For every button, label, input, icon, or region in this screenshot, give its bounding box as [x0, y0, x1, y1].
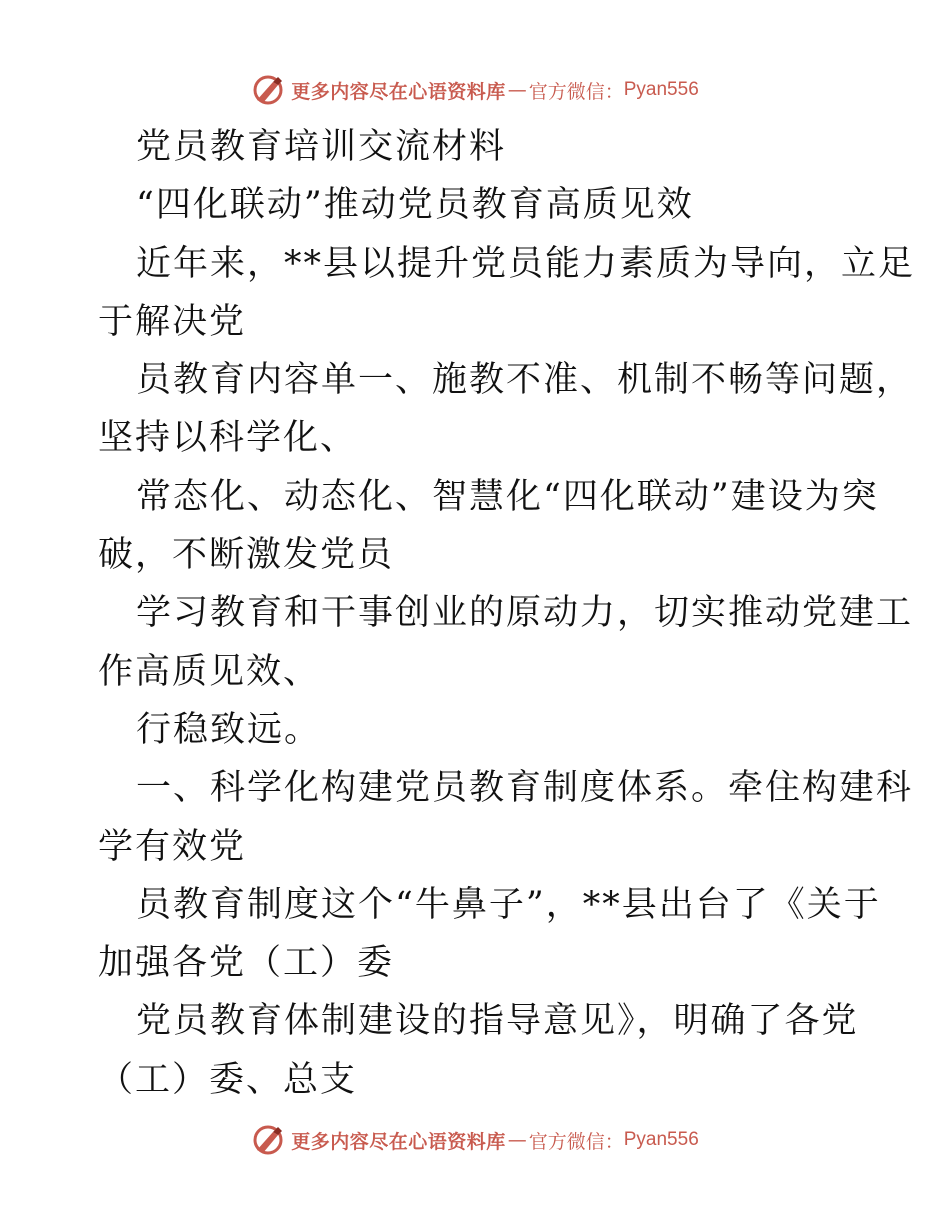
- wechat-label: 官方微信：: [528, 1130, 624, 1153]
- doc-line: 作高质见效、: [98, 651, 321, 692]
- doc-title: 党员教育培训交流材料: [136, 127, 507, 167]
- doc-line: 破，不断激发党员: [98, 535, 395, 576]
- document-body: [98, 118, 916, 1109]
- banner-text: 更多内容尽在心语资料库: [291, 1130, 506, 1153]
- pen-logo-icon: [251, 1123, 285, 1157]
- doc-line: 员教育制度这个“牛鼻子”，**县出台了《关于: [136, 884, 881, 925]
- doc-line: 加强各党（工）委: [98, 943, 395, 984]
- banner-dash: —: [507, 79, 527, 101]
- doc-line: 学习教育和干事创业的原动力，切实推动党建工: [136, 593, 914, 634]
- pen-logo-icon: [251, 73, 285, 107]
- wechat-id: Pyan556: [623, 1129, 699, 1150]
- doc-line: 员教育内容单一、施教不准、机制不畅等问题，: [136, 360, 914, 401]
- banner-text: 更多内容尽在心语资料库: [291, 80, 506, 103]
- footer-banner: [0, 1120, 950, 1160]
- wechat-id: Pyan556: [623, 79, 699, 100]
- doc-line: 学有效党: [98, 826, 247, 867]
- doc-line: （工）委、总支: [98, 1059, 358, 1100]
- doc-line: 常态化、动态化、智慧化“四化联动”建设为突: [136, 476, 879, 517]
- doc-subtitle: “四化联动”推动党员教育高质见效: [136, 185, 694, 226]
- doc-line: 近年来，**县以提升党员能力素质为导向，立足: [136, 243, 916, 284]
- doc-line: 行稳致远。: [136, 709, 322, 750]
- doc-line: 党员教育体制建设的指导意见》，明确了各党: [136, 1001, 859, 1042]
- header-banner: [0, 70, 950, 110]
- doc-section-heading: 一、科学化构建党员教育制度体系。牵住构建科: [136, 768, 914, 809]
- banner-dash: —: [507, 1129, 527, 1151]
- wechat-label: 官方微信：: [528, 80, 624, 103]
- doc-line: 坚持以科学化、: [98, 418, 358, 459]
- doc-line: 于解决党: [98, 301, 247, 342]
